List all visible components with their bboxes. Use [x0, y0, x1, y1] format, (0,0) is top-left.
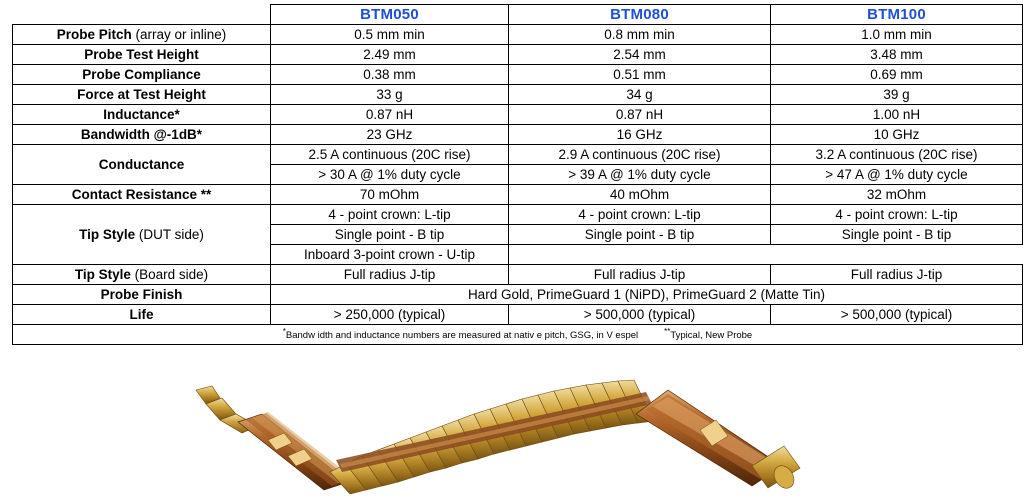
footnote-text-1: Bandw idth and inductance numbers are measured at nativ e pitch, GSG, in V espel	[285, 330, 639, 342]
table-row	[13, 85, 1023, 105]
footnote-text-2: Typical, New Probe	[670, 330, 753, 342]
cell-conductance-continuous-btm100: 3.2 A continuous (20C rise)	[771, 145, 1023, 165]
row-label-contact-resistance	[13, 185, 271, 205]
cell-force-btm050: 33 g	[271, 85, 509, 105]
cell-tip-style-dut-u-btm100	[771, 245, 1023, 265]
row-label-probe-test-height	[13, 45, 271, 65]
cell-inductance-btm100: 1.00 nH	[771, 105, 1023, 125]
row-label-text: Bandwidth @-1dB*	[80, 126, 203, 142]
row-label-text: Life	[129, 306, 154, 322]
table-row	[13, 25, 1023, 45]
cell-probe-finish-all: Hard Gold, PrimeGuard 1 (NiPD), PrimeGuard 2 (Matte Tin)	[271, 285, 1023, 305]
row-label-text: Probe Compliance	[82, 66, 201, 82]
table-row-conductance-1	[13, 145, 1023, 165]
probe-left-barrel	[238, 412, 352, 490]
cell-probe-test-height-btm050: 2.49 mm	[271, 45, 509, 65]
cell-tip-style-dut-u-btm080	[509, 245, 771, 265]
cell-bandwidth-btm080: 16 GHz	[509, 125, 771, 145]
cell-probe-pitch-btm050: 0.5 mm min	[271, 25, 509, 45]
column-header-btm100: BTM100	[771, 5, 1023, 25]
table-row	[13, 65, 1023, 85]
table-header-row	[13, 5, 1023, 25]
table-row	[13, 125, 1023, 145]
cell-conductance-continuous-btm080: 2.9 A continuous (20C rise)	[509, 145, 771, 165]
cell-conductance-continuous-btm050: 2.5 A continuous (20C rise)	[271, 145, 509, 165]
cell-tip-style-dut-l-btm050: 4 - point crown: L-tip	[271, 205, 509, 225]
cell-life-btm050: > 250,000 (typical)	[271, 305, 509, 325]
cell-tip-style-board-btm050: Full radius J-tip	[271, 265, 509, 285]
table-row	[13, 105, 1023, 125]
cell-life-btm100: > 500,000 (typical)	[771, 305, 1023, 325]
cell-probe-pitch-btm080: 0.8 mm min	[509, 25, 771, 45]
probe-spring-coils	[330, 380, 654, 494]
row-label-qualifier: (array or inline)	[131, 26, 227, 42]
row-label-probe-pitch	[13, 25, 271, 45]
cell-tip-style-dut-l-btm080: 4 - point crown: L-tip	[509, 205, 771, 225]
cell-inductance-btm050: 0.87 nH	[271, 105, 509, 125]
cell-probe-compliance-btm050: 0.38 mm	[271, 65, 509, 85]
row-label-conductance	[13, 145, 271, 185]
probe-spec-table	[12, 4, 1023, 345]
row-label-qualifier: (Board side)	[130, 266, 209, 282]
column-header-btm080: BTM080	[509, 5, 771, 25]
row-label-text: Contact Resistance **	[71, 186, 212, 202]
cell-contact-resistance-btm080: 40 mOhm	[509, 185, 771, 205]
cell-bandwidth-btm100: 10 GHz	[771, 125, 1023, 145]
cell-life-btm080: > 500,000 (typical)	[509, 305, 771, 325]
cell-tip-style-board-btm080: Full radius J-tip	[509, 265, 771, 285]
cell-tip-style-dut-l-btm100: 4 - point crown: L-tip	[771, 205, 1023, 225]
footnote-cell	[13, 325, 1023, 345]
cell-force-btm080: 34 g	[509, 85, 771, 105]
cell-probe-test-height-btm080: 2.54 mm	[509, 45, 771, 65]
cell-conductance-duty-btm050: > 30 A @ 1% duty cycle	[271, 165, 509, 185]
table-row	[13, 285, 1023, 305]
column-header-btm050: BTM050	[271, 5, 509, 25]
cell-tip-style-dut-b-btm100: Single point - B tip	[771, 225, 1023, 245]
row-label-text: Probe Pitch	[56, 26, 132, 42]
probe-body-group	[196, 380, 800, 494]
table-corner-cell	[13, 5, 271, 25]
row-label-text: Probe Finish	[100, 286, 183, 302]
row-label-qualifier: (DUT side)	[135, 226, 204, 242]
footnote-mark-1: *	[282, 327, 286, 337]
cell-probe-test-height-btm100: 3.48 mm	[771, 45, 1023, 65]
row-label-text: Force at Test Height	[77, 86, 206, 102]
row-label-inductance	[13, 105, 271, 125]
cell-force-btm100: 39 g	[771, 85, 1023, 105]
cell-tip-style-dut-b-btm050: Single point - B tip	[271, 225, 509, 245]
row-label-tip-style-board	[13, 265, 271, 285]
row-label-tip-style-dut	[13, 205, 271, 265]
row-label-bandwidth	[13, 125, 271, 145]
row-label-text: Tip Style	[74, 266, 131, 282]
table-footnote-row	[13, 325, 1023, 345]
row-label-life	[13, 305, 271, 325]
row-label-text: Conductance	[98, 156, 185, 172]
cell-inductance-btm080: 0.87 nH	[509, 105, 771, 125]
cell-tip-style-dut-b-btm080: Single point - B tip	[509, 225, 771, 245]
row-label-probe-finish	[13, 285, 271, 305]
row-label-probe-compliance	[13, 65, 271, 85]
cell-conductance-duty-btm100: > 47 A @ 1% duty cycle	[771, 165, 1023, 185]
row-label-text: Tip Style	[79, 226, 136, 242]
row-label-text: Probe Test Height	[84, 46, 199, 62]
cell-tip-style-dut-u-btm050: Inboard 3-point crown - U-tip	[271, 245, 509, 265]
spring-probe-svg	[0, 364, 1034, 494]
cell-contact-resistance-btm100: 32 mOhm	[771, 185, 1023, 205]
cell-probe-compliance-btm100: 0.69 mm	[771, 65, 1023, 85]
cell-tip-style-board-btm100: Full radius J-tip	[771, 265, 1023, 285]
datasheet-page	[0, 4, 1034, 494]
cell-contact-resistance-btm050: 70 mOhm	[271, 185, 509, 205]
table-row	[13, 305, 1023, 325]
row-label-text: Inductance*	[103, 106, 180, 122]
cell-probe-compliance-btm080: 0.51 mm	[509, 65, 771, 85]
cell-bandwidth-btm050: 23 GHz	[271, 125, 509, 145]
table-row	[13, 185, 1023, 205]
table-row	[13, 45, 1023, 65]
cell-probe-pitch-btm100: 1.0 mm min	[771, 25, 1023, 45]
cell-conductance-duty-btm080: > 39 A @ 1% duty cycle	[509, 165, 771, 185]
table-row	[13, 265, 1023, 285]
probe-illustration	[0, 364, 1034, 494]
footnote-mark-2: **	[664, 327, 671, 337]
row-label-force-at-test-height	[13, 85, 271, 105]
table-row-tip-style-dut-1	[13, 205, 1023, 225]
